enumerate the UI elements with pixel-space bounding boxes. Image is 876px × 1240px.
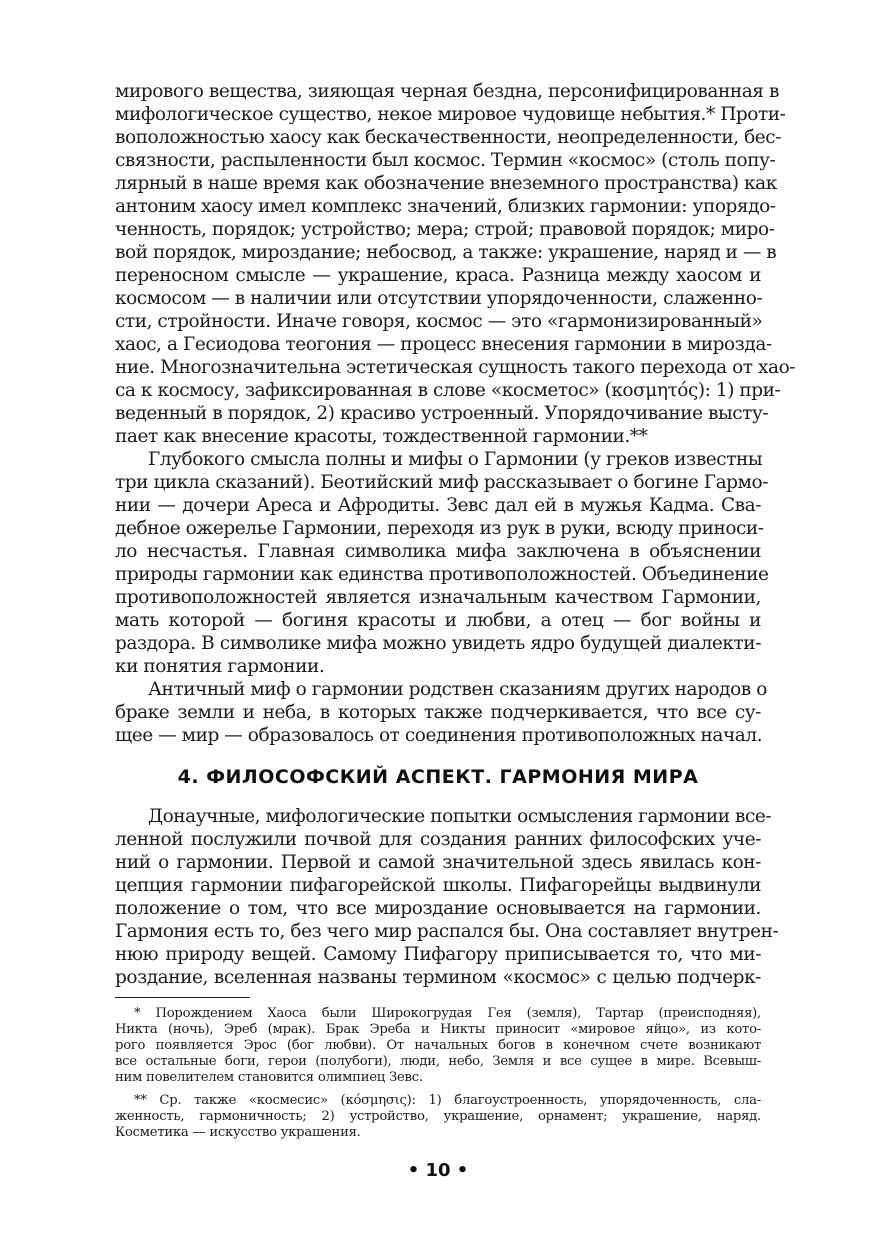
- text-line: роздание, вселенная названы термином «космос» с целью подчерк-: [115, 967, 761, 988]
- footnote-line: женность, гармоничность; 2) устройство, украшение, орнамент; украшение, наряд.: [115, 1109, 761, 1124]
- text-line: ний о гармонии. Первой и самой значительной здесь явилась кон-: [115, 852, 761, 873]
- text-line: ченность, порядок; устройство; мера; строй; правовой порядок; миро-: [115, 219, 775, 240]
- text-line: са к космосу, зафиксированная в слове «косметос» (κοσμητός): 1) при-: [115, 380, 781, 401]
- text-line: ки понятия гармонии.: [115, 656, 325, 677]
- text-line: цепция гармонии пифагорейской школы. Пифагорейцы выдвинули: [115, 875, 761, 896]
- text-line: Античный миф о гармонии родствен сказаниям других народов о: [148, 679, 767, 700]
- text-line: веденный в порядок, 2) красиво устроенный. Упорядочивание высту-: [115, 403, 769, 424]
- footnote-line: ** Ср. также «космесис» (κόσμησις): 1) благоустроенность, упорядоченность, сла-: [134, 1093, 761, 1108]
- text-line: положение о том, что все мироздание основывается на гармонии.: [115, 898, 761, 919]
- text-line: лярный в наше время как обозначение внеземного пространства) как: [115, 173, 777, 194]
- text-line: воположностью хаосу как бескачественности, неопределенности, бес-: [115, 127, 781, 148]
- footnote-line: Косметика — искусство украшения.: [115, 1125, 361, 1140]
- text-line: ние. Многозначительна эстетическая сущность такого перехода от хао-: [115, 357, 796, 378]
- text-line: щее — мир — образовалось от соединения противоположных начал.: [115, 725, 763, 746]
- text-line: сти, стройности. Иначе говоря, космос — это «гармонизированный»: [115, 311, 763, 332]
- text-line: Донаучные, мифологические попытки осмысления гармонии все-: [148, 806, 772, 827]
- text-line: браке земли и неба, в которых также подчеркивается, что все су-: [115, 702, 761, 723]
- text-line: мифологическое существо, некое мировое чудовище небытия.* Проти-: [115, 104, 786, 125]
- text-line: ло несчастья. Главная символика мифа заключена в объяснении: [115, 541, 761, 562]
- text-line: раздора. В символике мифа можно увидеть ядро будущей диалекти-: [115, 633, 761, 654]
- text-line: ленной послужили почвой для создания ранних философских уче-: [115, 829, 761, 850]
- text-line: антоним хаосу имел комплекс значений, близких гармонии: упорядо-: [115, 196, 776, 217]
- footnote-line: все остальные боги, герои (полубоги), люди, небо, Земля и все сущее в мире. Всевыш-: [115, 1054, 761, 1069]
- footnote-line: рого появляется Эрос (бог любви). От начальных богов в конечном счете возникают: [115, 1038, 761, 1053]
- text-line: природы гармонии как единства противоположностей. Объединение: [115, 564, 769, 585]
- text-line: нюю природу вещей. Самому Пифагору приписывается то, что ми-: [115, 944, 761, 965]
- text-line: вой порядок, мироздание; небосвод, а также: украшение, наряд и — в: [115, 242, 777, 263]
- footnote-divider: [115, 997, 250, 998]
- text-line: связности, распыленности был космос. Термин «космос» (столь попу-: [115, 150, 776, 171]
- footnote-line: Никта (ночь), Эреб (мрак). Брак Эреба и Никты приносит «мировое яйцо», из кото-: [115, 1022, 761, 1037]
- text-line: переносном смысле — украшение, краса. Разница между хаосом и: [115, 265, 761, 286]
- text-line: хаос, а Гесиодова теогония — процесс внесения гармонии в мирозда-: [115, 334, 772, 355]
- text-line: нии — дочери Ареса и Афродиты. Зевс дал ей в мужья Кадма. Сва-: [115, 495, 761, 516]
- page-number: • 10 •: [407, 1160, 469, 1181]
- text-line: дебное ожерелье Гармонии, переходя из рук в руки, всюду приноси-: [115, 518, 764, 539]
- section-heading: 4. ФИЛОСОФСКИЙ АСПЕКТ. ГАРМОНИЯ МИРА: [177, 766, 699, 788]
- text-line: пает как внесение красоты, тождественной гармонии.**: [115, 426, 648, 447]
- text-line: Гармония есть то, без чего мир распался бы. Она составляет внутрен-: [115, 921, 779, 942]
- text-line: Глубокого смысла полны и мифы о Гармонии (у греков известны: [148, 449, 763, 470]
- footnote-line: * Порождением Хаоса были Широкогрудая Гея (земля), Тартар (преисподняя),: [134, 1006, 761, 1021]
- text-line: мать которой — богиня красоты и любви, а отец — бог войны и: [115, 610, 761, 631]
- text-line: мирового вещества, зияющая черная бездна, персонифицированная в: [115, 81, 779, 102]
- text-line: космосом — в наличии или отсутствии упорядоченности, слаженно-: [115, 288, 763, 309]
- text-line: три цикла сказаний). Беотийский миф рассказывает о богине Гармо-: [115, 472, 768, 493]
- text-line: противоположностей является изначальным качеством Гармонии,: [115, 587, 761, 608]
- footnote-line: ним повелителем становится олимпиец Зевс.: [115, 1070, 423, 1085]
